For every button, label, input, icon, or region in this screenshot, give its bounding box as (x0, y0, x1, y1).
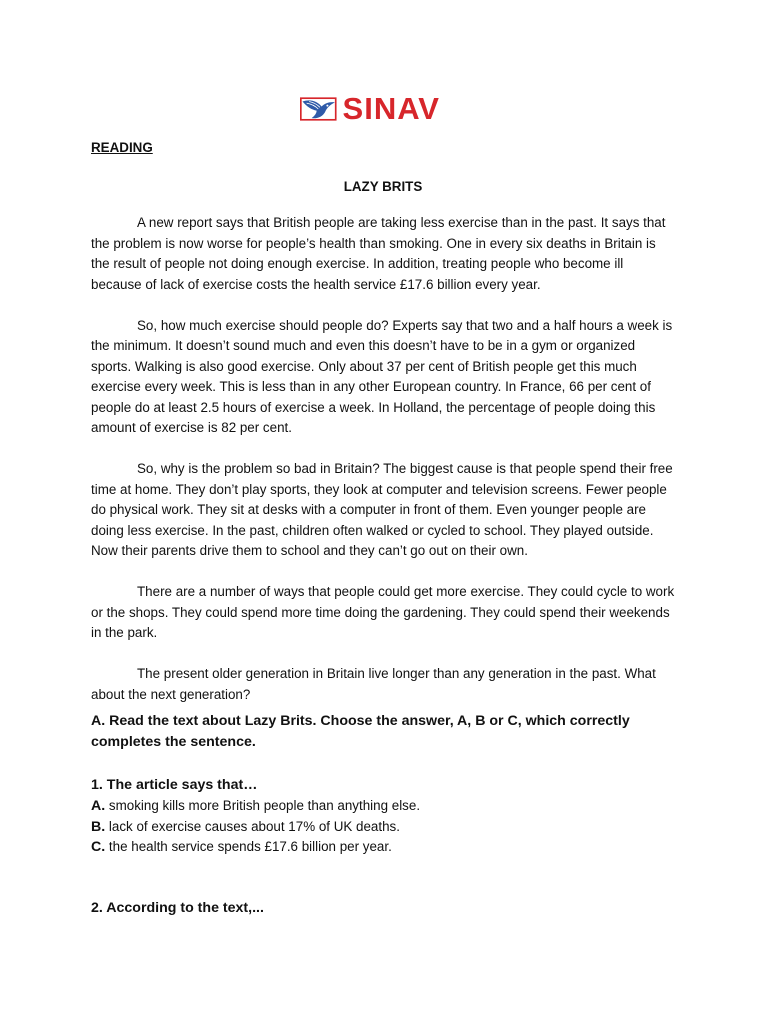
answer-option-a (91, 796, 675, 817)
question-title: 2. According to the text,... (91, 899, 264, 916)
option-text: smoking kills more British people than anything else. (108, 798, 421, 813)
article-title: LAZY BRITS (343, 178, 423, 194)
paragraph: A new report says that British people are taking less exercise than in the past. It says that the problem is now worse for people’s health than smoking. One in every six deaths in Britain is the result of people not doing enough exercise. In addition, treating people who become ill because of lack of exercise costs the health service £17.6 billion every year. (91, 215, 666, 292)
paragraph: So, why is the problem so bad in Britain? The biggest cause is that people spend their free time at home. They don’t play sports, they look at computer and television screens. Fewer people do physical work. They sit at desks with a computer in front of them. Even younger people are doing less exercise. In the past, children often walked or cycled to school. They played outside. Now their parents drive them to school and they can’t go out on their own. (91, 461, 673, 558)
eagle-icon (300, 91, 337, 127)
paragraph: There are a number of ways that people could get more exercise. They could cycle to work or the shops. They could spend more time doing the gardening. They could spend their weekends in the park. (91, 584, 675, 640)
option-letter: B. (91, 818, 106, 835)
question-title: 1. The article says that… (91, 777, 258, 793)
option-text: lack of exercise causes about 17% of UK deaths. (108, 818, 400, 834)
answer-option-b (91, 817, 675, 838)
option-text: the health service spends £17.6 billion per year. (108, 839, 392, 854)
option-letter: C. (91, 839, 106, 855)
logo-text: SINAV (342, 91, 440, 126)
document-content (91, 138, 675, 919)
sinav-logo (300, 88, 440, 130)
spacer (91, 858, 675, 898)
paragraph: The present older generation in Britain live longer than any generation in the past. What about the next generation? (91, 666, 656, 702)
section-label: READING (91, 140, 153, 155)
option-letter: A. (91, 798, 106, 814)
answer-option-c (91, 837, 675, 858)
paragraph: So, how much exercise should people do? Experts say that two and a half hours a week is the minimum. It doesn’t sound much and even this doesn’t have to be in a gym or organized sports. Walking is also good exercise. Only about 37 per cent of British people get this much exercise every week. This is less than in any other European country. In France, 66 per cent of people do at least 2.5 hours of exercise a week. In Holland, the percentage of people doing this amount of exercise is 82 per cent. (91, 317, 673, 435)
task-instruction: A. Read the text about Lazy Brits. Choose the answer, A, B or C, which correctly completes the sentence. (91, 713, 630, 750)
